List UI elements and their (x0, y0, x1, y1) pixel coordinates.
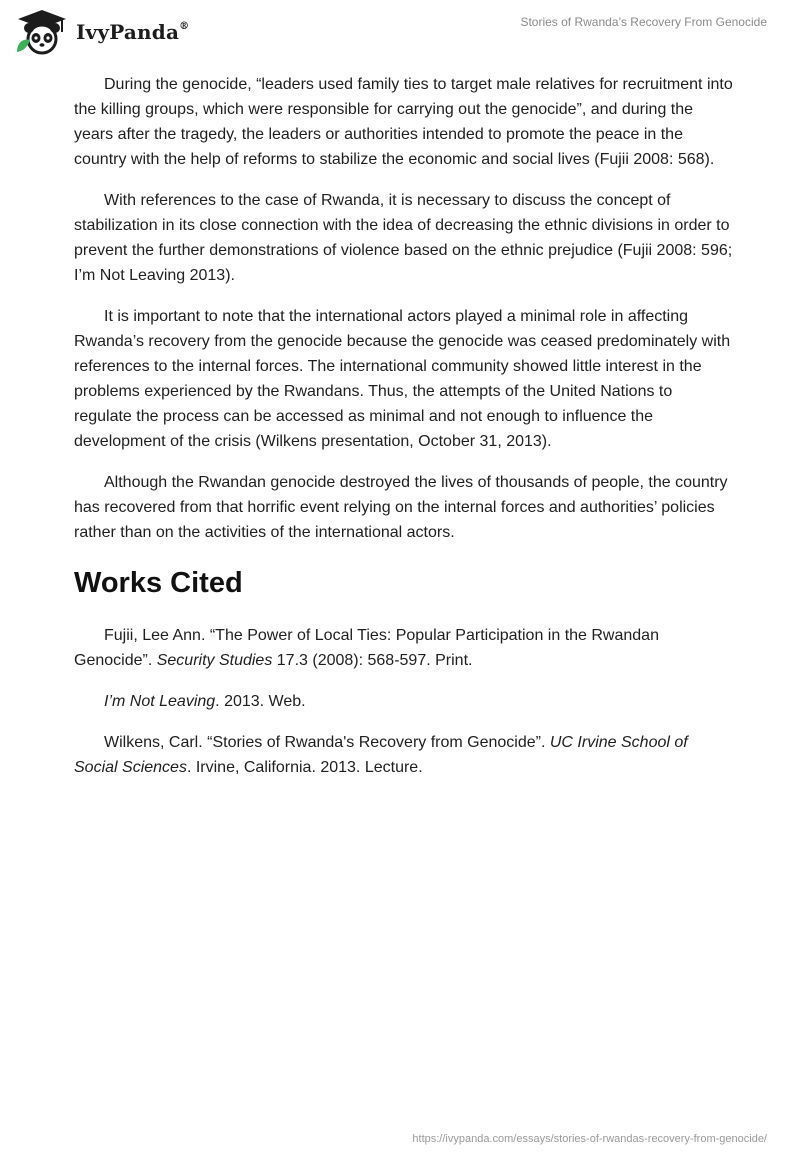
ivypanda-logo[interactable] (14, 8, 194, 56)
source-url-link[interactable]: https://ivypanda.com/essays/stories-of-rwandas-recovery-from-genocide/ (412, 1133, 767, 1145)
works-cited-heading: Works Cited (74, 567, 243, 599)
body-paragraph: Although the Rwandan genocide destroyed the lives of thousands of people, the country has recovered from that horrific event relying on the internal forces and authorities’ policies rather than on the activities of the international actors. (74, 474, 728, 541)
body-paragraph: It is important to note that the international actors played a minimal role in affecting Rwanda’s recovery from the genocide because the genocide was ceased predominately with references to the internal forces. The international community showed little interest in the problems experienced by the Rwandans. Thus, the attempts of the United Nations to regulate the process can be accessed as minimal and not enough to influence the development of the crisis (Wilkens presentation, October 31, 2013). (74, 308, 731, 450)
citation-entry: Fujii, Lee Ann. “The Power of Local Ties: Popular Participation in the Rwandan Genocide”. Security Studies 17.3 (2008): 568-597. Print. (74, 627, 659, 669)
page-header (0, 0, 800, 60)
citation-entry: I’m Not Leaving. 2013. Web. (104, 693, 306, 710)
body-paragraph: During the genocide, “leaders used family ties to target male relatives for recruitment into the killing groups, which were responsible for carrying out the genocide”, and during the years after the tragedy, the leaders or authorities intended to promote the peace in the country with the help of reforms to stabilize the economic and social lives (Fujii 2008: 568). (74, 76, 733, 168)
brand-name: IvyPanda® (76, 20, 190, 44)
essay-content (74, 72, 734, 796)
running-title: Stories of Rwanda’s Recovery From Genocide (520, 15, 767, 29)
citation-entry: Wilkens, Carl. “Stories of Rwanda's Recovery from Genocide”. UC Irvine School of Social Sciences. Irvine, California. 2013. Lecture. (74, 734, 688, 776)
body-paragraph: With references to the case of Rwanda, it is necessary to discuss the concept of stabilization in its close connection with the idea of decreasing the ethnic divisions in order to prevent the further demonstrations of violence based on the ethnic prejudice (Fujii 2008: 596; I’m Not Leaving 2013). (74, 192, 733, 284)
panda-graduate-icon (14, 8, 70, 56)
